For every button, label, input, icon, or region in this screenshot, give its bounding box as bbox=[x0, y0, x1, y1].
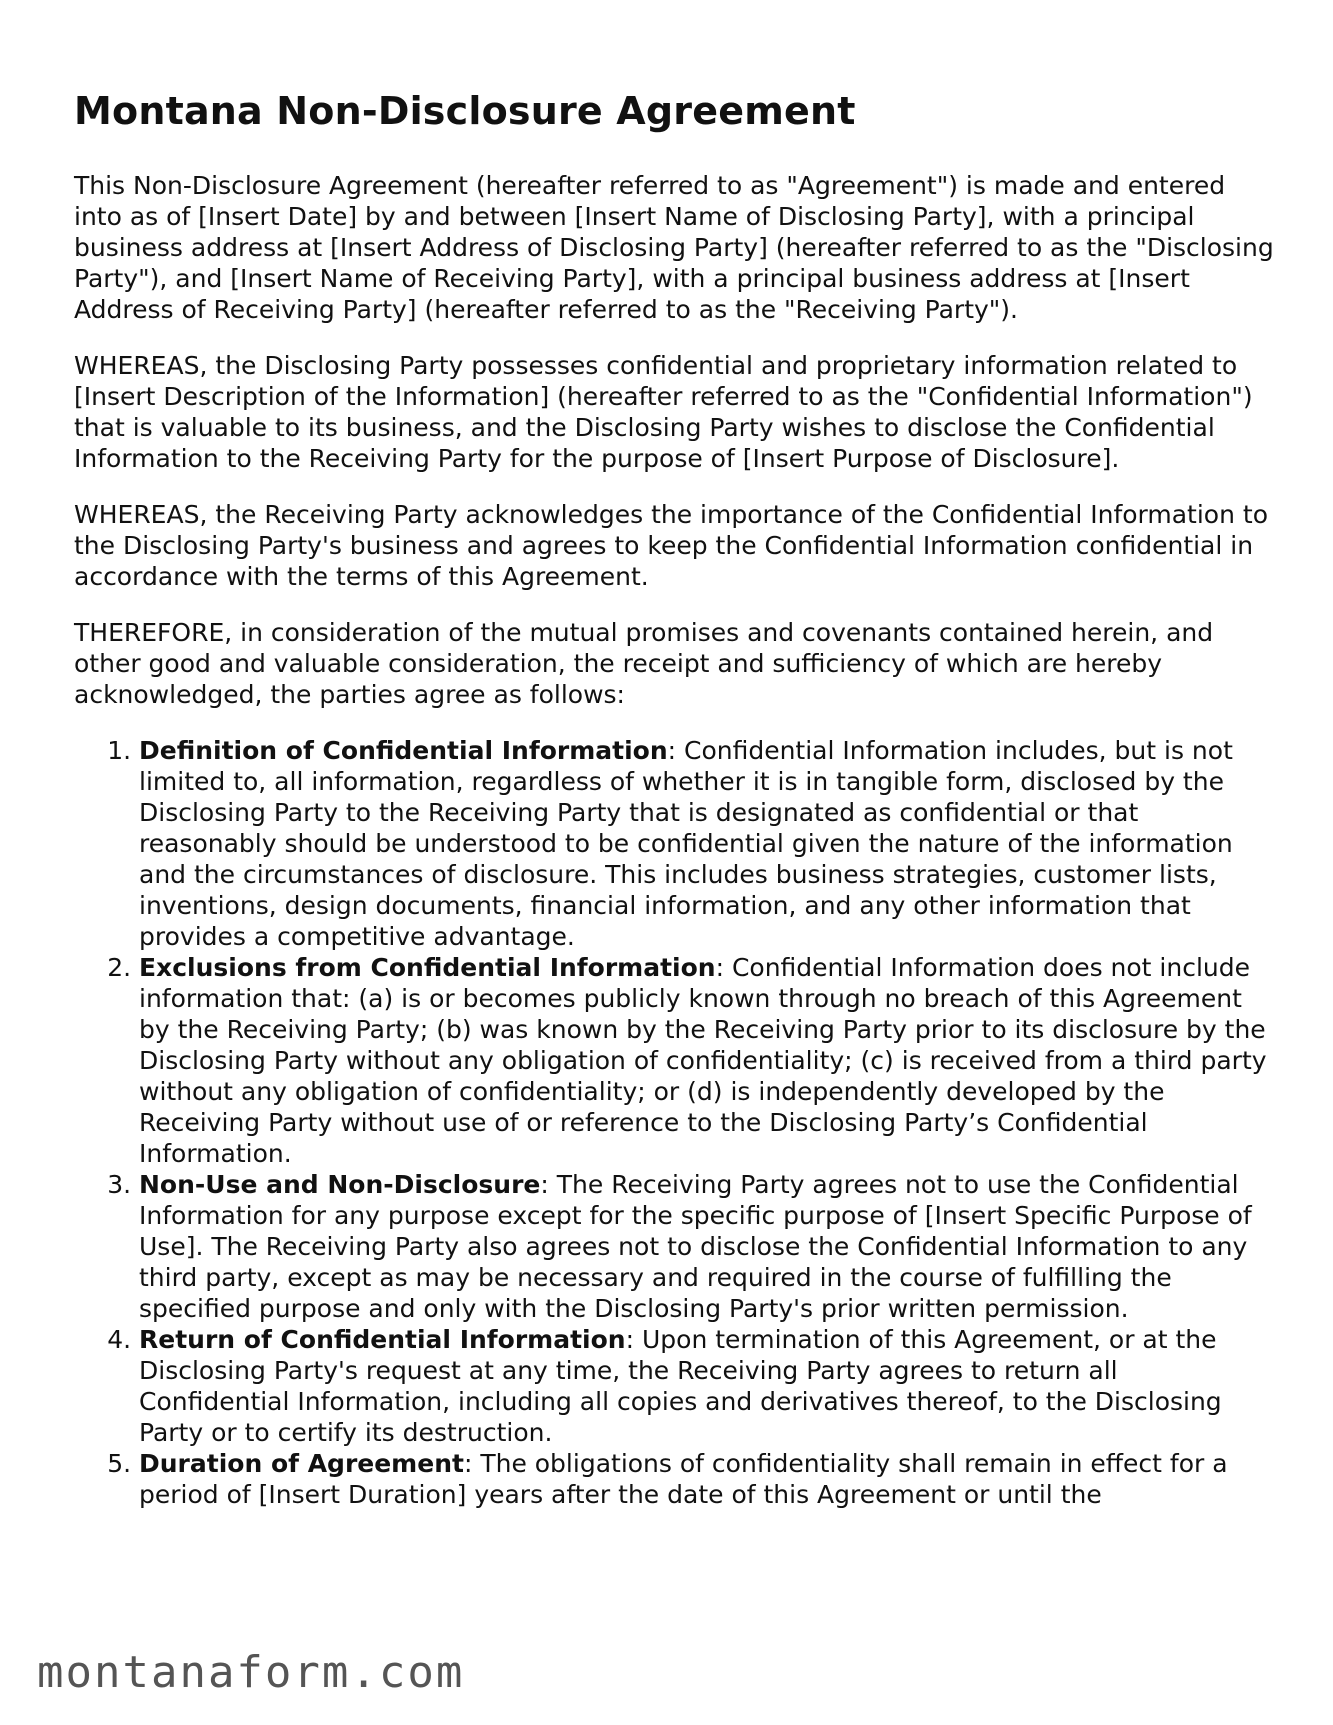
clause-term: Exclusions from Confidential Information bbox=[139, 953, 716, 982]
clause-item bbox=[139, 1169, 1274, 1324]
clause-term: Return of Confidential Information bbox=[139, 1325, 626, 1354]
clause-text: : Confidential Information does not include information that: (a) is or becomes publicly known through no breach of this Agreement by the Receiving Party; (b) was known by the Receiving Party prior to its disclosure by the Disclosing Party without any obligation of confidentiality; (c) is received from a third party without any obligation of confidentiality; or (d) is independently developed by the Receiving Party without use of or reference to the Disclosing Party’s Confidential Information. bbox=[139, 953, 1267, 1168]
clause-term: Non-Use and Non-Disclosure bbox=[139, 1170, 541, 1199]
site-watermark: montanaform.com bbox=[37, 1647, 465, 1698]
clause-text: : The obligations of confidentiality shall remain in effect for a period of [Insert Duration] years after the date of this Agreement or until the bbox=[139, 1449, 1228, 1509]
clause-text: : Confidential Information includes, but is not limited to, all information, regardless of whether it is in tangible form, disclosed by the Disclosing Party to the Receiving Party that is designated as confidential or that reasonably should be understood to be confidential given the nature of the information and the circumstances of disclosure. This includes business strategies, customer lists, inventions, design documents, financial information, and any other information that provides a competitive advantage. bbox=[139, 736, 1233, 951]
document-title: Montana Non-Disclosure Agreement bbox=[74, 89, 856, 133]
therefore-paragraph: THEREFORE, in consideration of the mutual promises and covenants contained herein, and other good and valuable consideration, the receipt and sufficiency of which are hereby acknowledged, the parties agree as follows: bbox=[74, 618, 1214, 709]
clause-text: : The Receiving Party agrees not to use the Confidential Information for any purpose except for the specific purpose of [Insert Specific Purpose of Use]. The Receiving Party also agrees not to disclose the Confidential Information to any third party, except as may be necessary and required in the course of fulfilling the specified purpose and only with the Disclosing Party's prior written permission. bbox=[139, 1170, 1252, 1323]
clause-item bbox=[139, 952, 1274, 1169]
clause-term: Definition of Confidential Information bbox=[139, 736, 668, 765]
intro-paragraph: This Non-Disclosure Agreement (hereafter referred to as "Agreement") is made and entered into as of [Insert Date] by and between [Insert Name of Disclosing Party], with a principal business address at [Insert Address of Disclosing Party] (hereafter referred to as the "Disclosing Party"), and [Insert Name of Receiving Party], with a principal business address at [Insert Address of Receiving Party] (hereafter referred to as the "Receiving Party"). bbox=[74, 171, 1274, 324]
clause-item bbox=[139, 1448, 1274, 1510]
whereas-paragraph-receiving: WHEREAS, the Receiving Party acknowledges the importance of the Confidential Information to the Disclosing Party's business and agrees to keep the Confidential Information confidential in accordance with the terms of this Agreement. bbox=[74, 500, 1268, 591]
whereas-paragraph-disclosing: WHEREAS, the Disclosing Party possesses confidential and proprietary information related to [Insert Description of the Information] (hereafter referred to as the "Confidential Information") that is valuable to its business, and the Disclosing Party wishes to disclose the Confidential Information to the Receiving Party for the purpose of [Insert Purpose of Disclosure]. bbox=[74, 351, 1253, 473]
clause-item bbox=[139, 735, 1274, 952]
document-page bbox=[74, 88, 1274, 1510]
clause-list bbox=[74, 735, 1274, 1510]
clause-term: Duration of Agreement bbox=[139, 1449, 464, 1478]
clause-text: : Upon termination of this Agreement, or at the Disclosing Party's request at any time, the Receiving Party agrees to return all Confidential Information, including all copies and derivatives thereof, to the Disclosing Party or to certify its destruction. bbox=[139, 1325, 1222, 1447]
clause-item bbox=[139, 1324, 1274, 1448]
